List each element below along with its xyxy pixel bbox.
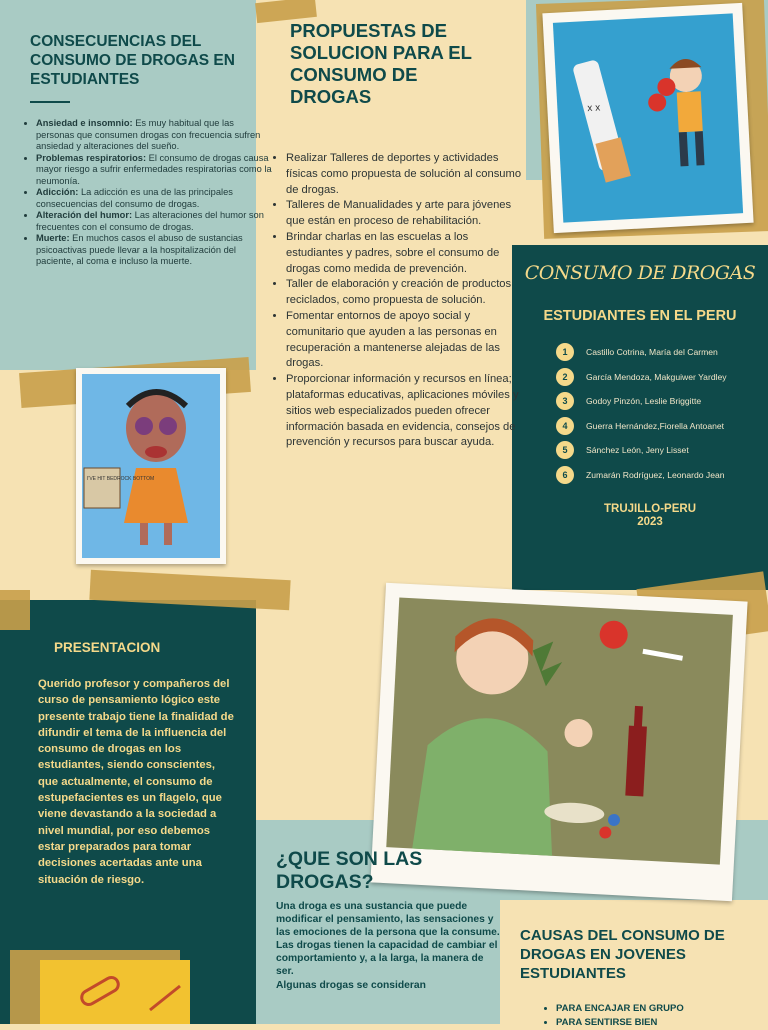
student-name: Guerra Hernández,Fiorella Antoanet <box>586 420 725 431</box>
student-list <box>556 340 766 487</box>
student-name: García Mendoza, Makguiwer Yardley <box>586 371 727 382</box>
x-eyes-icon: x x <box>587 102 601 115</box>
boxing-illustration <box>542 3 753 233</box>
propuestas-list <box>270 151 522 451</box>
student-number: 3 <box>556 392 574 410</box>
causas-title: CAUSAS DEL CONSUMO DE DROGAS EN JOVENES ESTUDIANTES <box>520 927 725 982</box>
drogas-paragraph: Una droga es una sustancia que puede modificar el pensamiento, las sensaciones y las emociones de la persona que la consume. Las drogas tienen la capacidad de cambiar el comportamiento y, a la larga, la manera de ser. <box>276 901 500 978</box>
list-item: • Problemas respiratorios: El consumo de drogas causa mayor riesgo a sufrir enfermedades respiratorias como la neumonía. <box>36 153 272 188</box>
student-name: Sánchez León, Jeny Lisset <box>586 445 689 456</box>
student-name: Zumarán Rodríguez, Leonardo Jean <box>586 469 725 480</box>
sign-text: I'VE HIT BEDROCK BOTTOM <box>87 476 155 482</box>
drogas-title: ¿QUE SON LAS DROGAS? <box>276 848 423 893</box>
pill-icon <box>40 960 190 1024</box>
pills-illustration <box>40 960 190 1024</box>
tape-strip <box>0 590 30 630</box>
student-number: 5 <box>556 441 574 459</box>
list-item: • Fomentar entornos de apoyo social y comunitario que ayuden a las personas en recuperación a mantenerse alejadas de las drogas. <box>286 309 522 372</box>
cover-year: 2023 <box>637 516 663 528</box>
consecuencias-title: CONSECUENCIAS DEL CONSUMO DE DROGAS EN ESTUDIANTES <box>30 33 235 88</box>
list-item: • Proporcionar información y recursos en línea; plataformas educativas, aplicaciones móviles y sitios web especializados pueden ofrecer información basada en evidencia, consejos de prevención y recursos para buscar ayuda. <box>286 372 522 451</box>
student-number: 1 <box>556 343 574 361</box>
student-number: 2 <box>556 368 574 386</box>
list-item: • PARA SENTIRSE BIEN <box>556 1016 768 1030</box>
cover-place: TRUJILLO-PERU <box>604 503 696 515</box>
propuestas-title: PROPUESTAS DE SOLUCION PARA EL CONSUMO DE DROGAS <box>290 20 472 107</box>
list-item: • Muerte: En muchos casos el abuso de sustancias psicoactivas puede llevar a la hospitalización del paciente, al coma e incluso la muerte. <box>36 233 272 268</box>
causas-list <box>540 1002 768 1030</box>
list-item: • Ansiedad e insomnio: Es muy habitual que las personas que consumen drogas con frecuencia sufren ansiedad y alteraciones del sueño. <box>36 118 272 153</box>
consecuencias-section <box>30 32 240 111</box>
cover-section <box>516 262 764 324</box>
cover-footer <box>580 503 720 529</box>
photo-boxing <box>542 3 753 233</box>
student-item <box>556 414 766 439</box>
drogas-paragraph-2: Algunas drogas se consideran <box>276 979 426 991</box>
list-item: • Alteración del humor: Las alteraciones del humor son frecuentes con el consumo de drogas. <box>36 210 272 233</box>
photo-caveman <box>76 368 226 564</box>
drogas-text <box>276 900 501 992</box>
list-item: • PARA ENCAJAR EN GRUPO <box>556 1002 768 1016</box>
student-number: 6 <box>556 466 574 484</box>
list-item: • Realizar Talleres de deportes y actividades físicas como propuesta de solución al consumo de drogas. <box>286 151 522 198</box>
list-item: • Adicción: La adicción es una de las principales consecuencias del consumo de drogas. <box>36 187 272 210</box>
propuestas-section <box>290 20 500 108</box>
student-number: 4 <box>556 417 574 435</box>
student-item <box>556 340 766 365</box>
list-item: • Talleres de Manualidades y arte para jóvenes que están en proceso de rehabilitación. <box>286 198 522 230</box>
student-item <box>556 365 766 390</box>
title-divider <box>30 101 70 103</box>
cover-subtitle: ESTUDIANTES EN EL PERU <box>543 308 737 324</box>
presentacion-title: PRESENTACION <box>54 640 161 655</box>
cover-title: CONSUMO DE DROGAS <box>524 262 756 284</box>
list-item: • Taller de elaboración y creación de productos reciclados, como propuesta de solución. <box>286 277 522 309</box>
consecuencias-list <box>20 118 272 268</box>
student-name: Castillo Cotrina, María del Carmen <box>586 347 718 358</box>
student-item <box>556 389 766 414</box>
student-item <box>556 463 766 488</box>
list-item: • Brindar charlas en las escuelas a los estudiantes y padres, sobre el consumo de drogas como medida de prevención. <box>286 230 522 277</box>
student-item <box>556 438 766 463</box>
student-name: Godoy Pinzón, Leslie Briggitte <box>586 396 702 407</box>
caveman-illustration <box>76 368 226 564</box>
presentacion-text: Querido profesor y compañeros del curso de pensamiento lógico este presente trabajo tiene la finalidad de difundir el tema de la influencia del consumo de drogas en los estudiantes, siendo conscientes, que actualmente, el consumo de estupefacientes es un flagelo, que viene devastando a la sociedad a nivel mundial, por eso debemos estar preparados para tomar decisiones acertadas ante una situación de riesgo. <box>38 678 234 886</box>
